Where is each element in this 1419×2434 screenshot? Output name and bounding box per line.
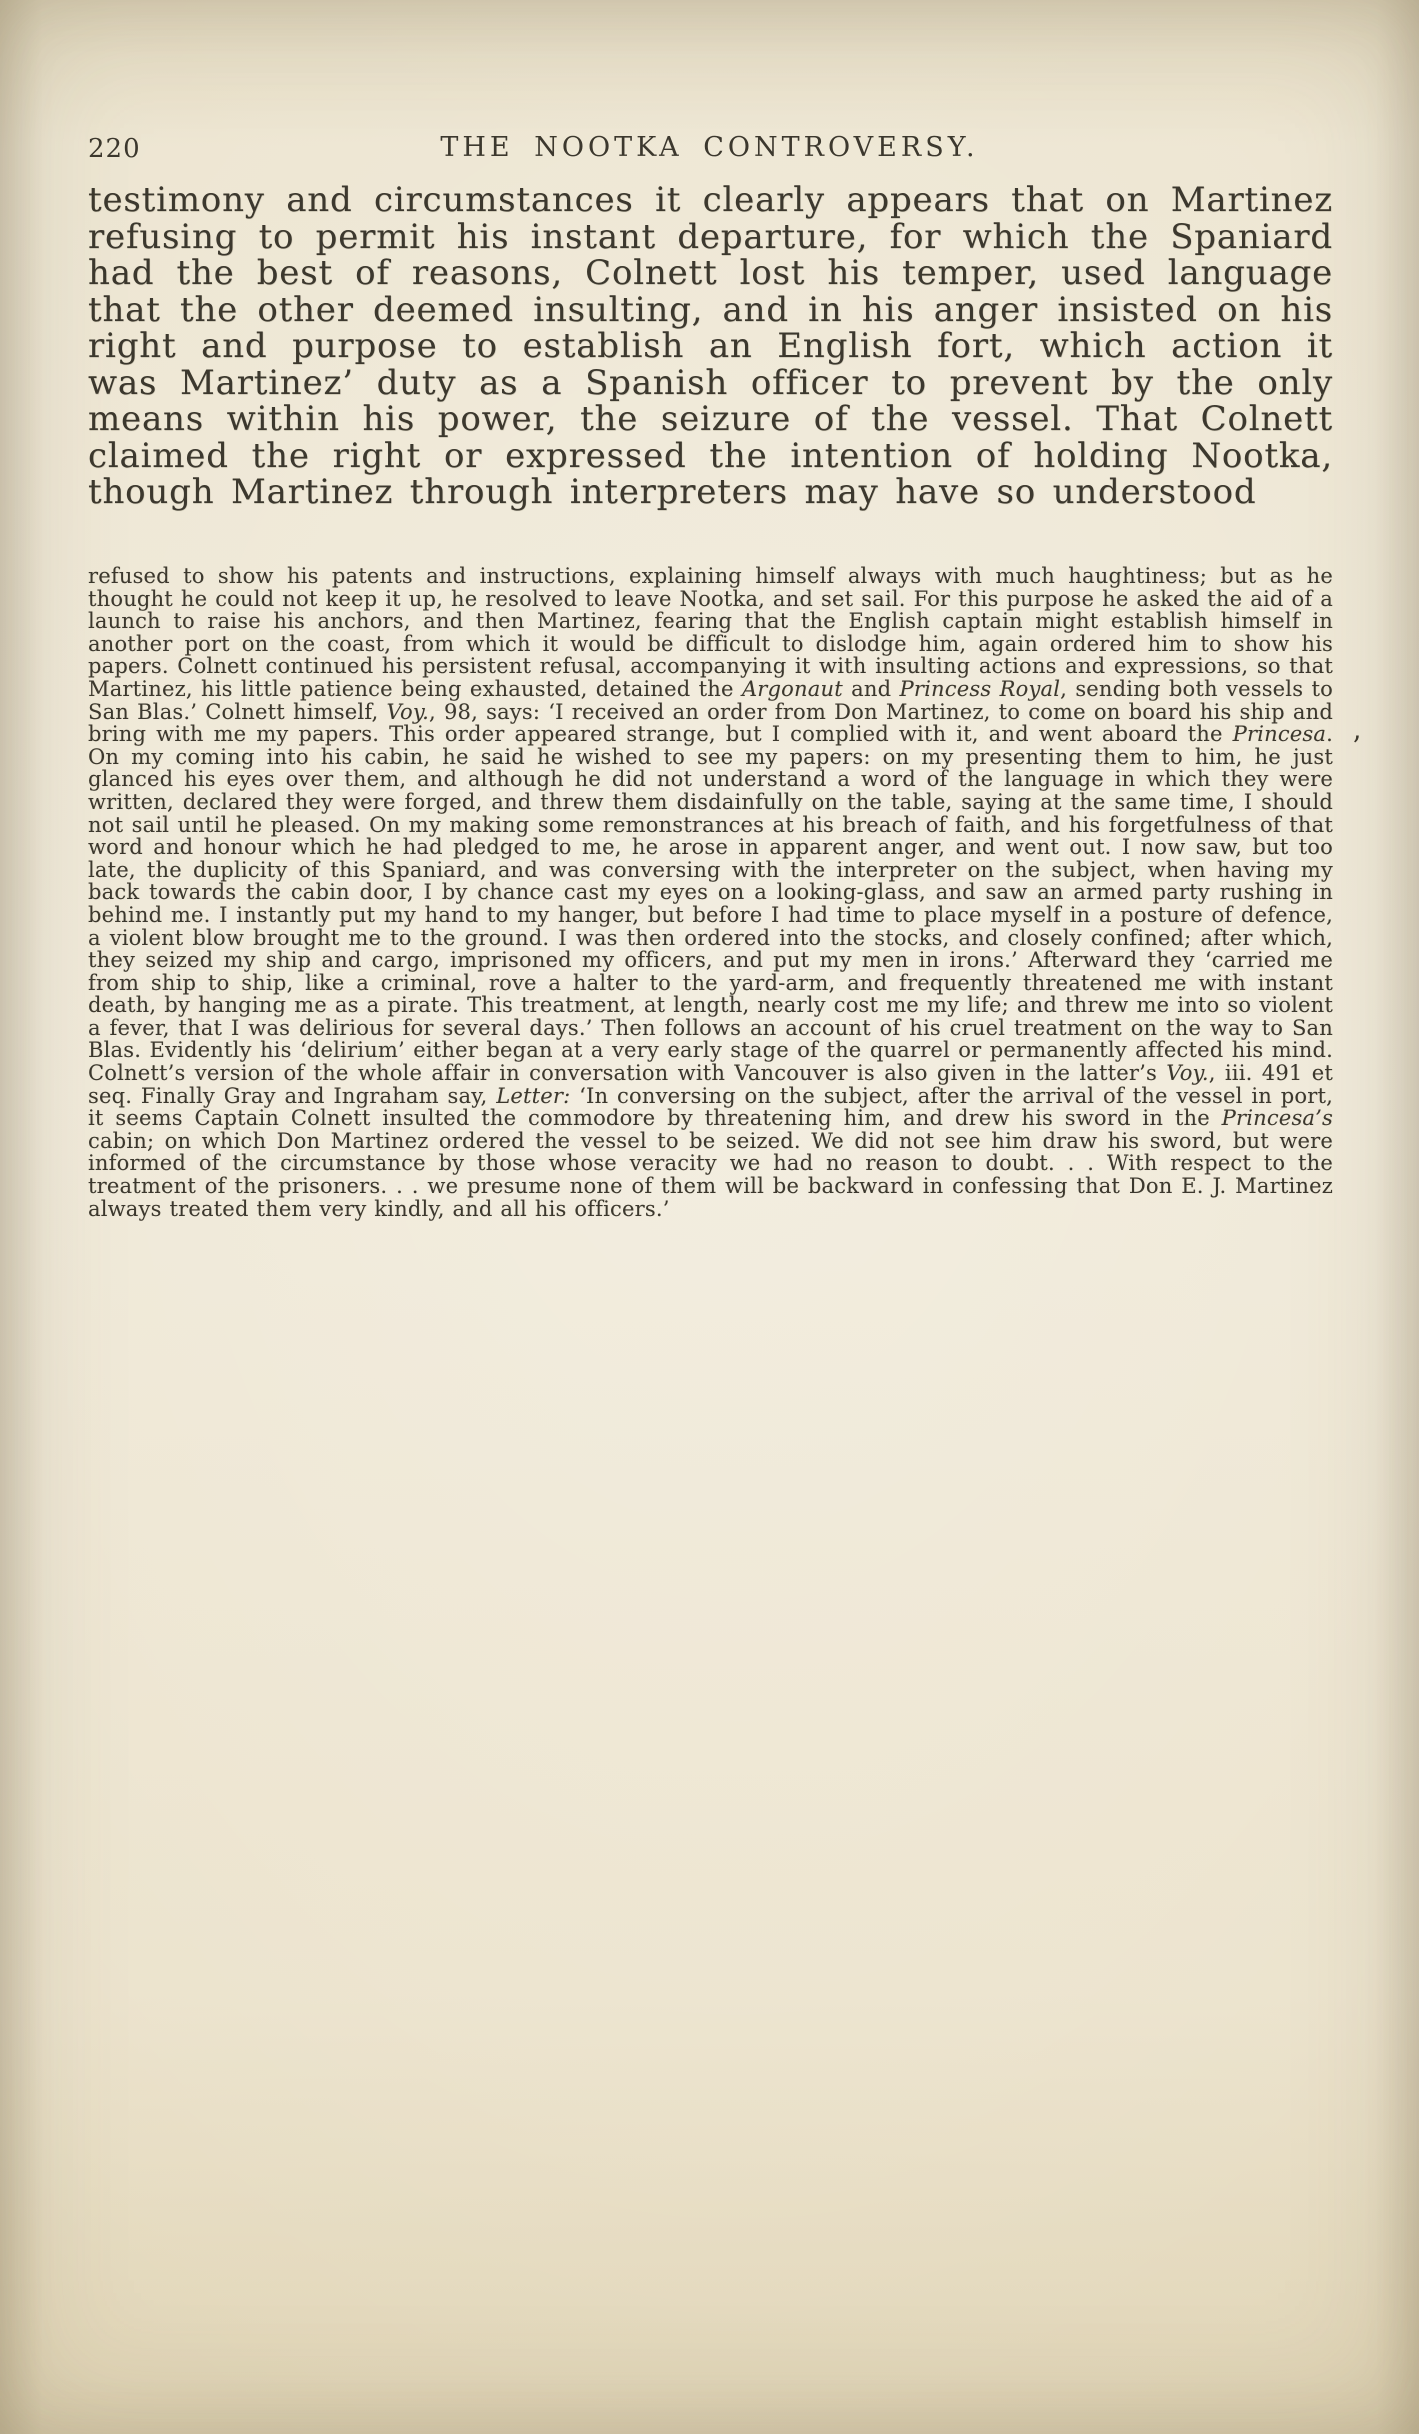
ink-mark: ’: [1352, 730, 1361, 763]
footnote-text: refused to show his patents and instructions, explaining himself always with much haughtiness; but as he thought he could not keep it up, he resolved to leave Nootka, and set sail. For this purpose he asked the aid of a launch to raise his anchors, and then Martinez, fearing that the English captain might establish himself in another port on the coast, from which it would be difficult to dislodge him, again ordered him to show his papers. Colnett continued his persistent refusal, accompanying it with insulting actions and expressions, so that Martinez, his little patience being exhausted, detained the Argonaut and Princess Royal, sending both vessels to San Blas.’ Colnett himself, Voy., 98, says: ‘I received an order from Don Martinez, to come on board his ship and bring with me my papers. This order appeared strange, but I complied with it, and went aboard the Princesa. On my coming into his cabin, he said he wished to see my papers: on my presenting them to him, he just glanced his eyes over them, and although he did not understand a word of the language in which they were written, declared they were forged, and threw them disdainfully on the table, saying at the same time, I should not sail until he pleased. On my making some remonstrances at his breach of faith, and his forgetfulness of that word and honour which he had pledged to me, he arose in apparent anger, and went out. I now saw, but too late, the duplicity of this Spaniard, and was conversing with the interpreter on the subject, when having my back towards the cabin door, I by chance cast my eyes on a looking-glass, and saw an armed party rushing in behind me. I instantly put my hand to my hanger, but before I had time to place myself in a posture of defence, a violent blow brought me to the ground. I was then ordered into the stocks, and closely confined; after which, they seized my ship and cargo, imprisoned my officers, and put my men in irons.’ Afterward they ‘carried me from ship to ship, like a criminal, rove a halter to the yard-arm, and frequently threatened me with instant death, by hanging me as a pirate. This treatment, at length, nearly cost me my life; and threw me into so violent a fever, that I was delirious for several days.’ Then follows an account of his cruel treatment on the way to San Blas. Evidently his ‘delirium’ either began at a very early stage of the quarrel or permanently affected his mind. Colnett’s version of the whole affair in conversation with Vancouver is also given in the latter’s Voy., iii. 491 et seq. Finally Gray and Ingraham say, Letter: ‘In conversing on the subject, after the arrival of the vessel in port, it seems Captain Colnett insulted the commodore by threatening him, and drew his sword in the Princesa’s cabin; on which Don Martinez ordered the vessel to be seized. We did not see him draw his sword, but were informed of the circumstance by those whose veracity we had no reason to doubt. . . With respect to the treatment of the prisoners. . . we presume none of them will be backward in confessing that Don E. J. Martinez always treated them very kindly, and all his officers.’: [88, 564, 1334, 1221]
running-head: THE NOOTKA CONTROVERSY.: [440, 132, 979, 163]
main-text-block: [88, 182, 1333, 511]
page-header: [88, 132, 1331, 168]
footnote-block: [88, 565, 1333, 1220]
page-number: 220: [88, 134, 141, 164]
body-paragraph: testimony and circumstances it clearly appears that on Martinez refusing to permit his instant departure, for which the Spaniard had the best of reasons, Colnett lost his temper, used language that the other deemed insulting, and in his anger insisted on his right and purpose to establish an English fort, which action it was Martinez’ duty as a Spanish officer to prevent by the only means within his power, the seizure of the vessel. That Colnett claimed the right or expressed the intention of holding Nootka, though Martinez through interpreters may have so understood: [88, 180, 1333, 512]
